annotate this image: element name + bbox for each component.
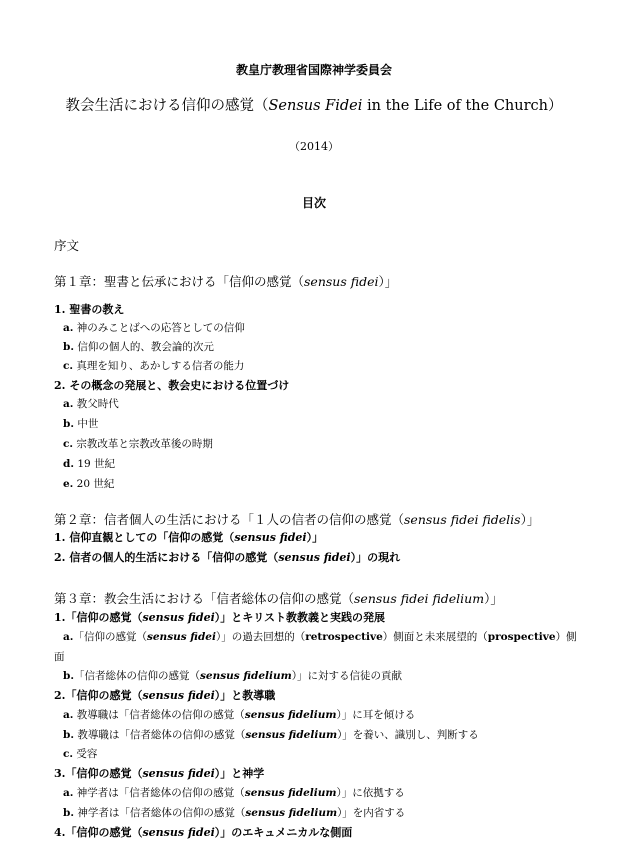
toc-text: 1. 信仰直観としての「信仰の感覚（ (54, 531, 235, 544)
toc-text: ）」を内省する (337, 807, 406, 819)
latin-term: sensus fidei (142, 689, 215, 702)
toc-text: a. (63, 709, 74, 721)
toc-chapter (54, 276, 397, 289)
toc-section (54, 612, 385, 623)
toc-text: 20 世紀 (73, 478, 115, 490)
toc-subsection (63, 459, 115, 470)
document-title (0, 99, 628, 114)
latin-term: sensus fidei (142, 767, 215, 780)
toc-text: 3.「信仰の感覚（ (54, 767, 143, 780)
toc-text: 教導職は「信者総体の信仰の感覚（ (73, 709, 245, 721)
toc-text: d. (63, 458, 74, 470)
organization-heading: 教皇庁教理省国際神学委員会 (235, 63, 392, 77)
toc-section (54, 690, 275, 701)
toc-section (54, 827, 352, 838)
toc-text: 教導職は「信者総体の信仰の感覚（ (74, 729, 246, 741)
toc-text: 受容 (73, 748, 98, 760)
toc-chapter (54, 514, 539, 527)
toc-text: ）」を養い、識別し、判断する (337, 729, 479, 741)
toc-subsection (63, 632, 577, 643)
latin-term: sensus fidei (146, 631, 216, 643)
toc-subsection (63, 730, 479, 741)
toc-text: c. (63, 360, 74, 372)
toc-text: 2.「信仰の感覚（ (54, 689, 143, 702)
toc-text: b. (63, 729, 74, 741)
toc-text: 教父時代 (73, 398, 119, 410)
toc-text: ）」と神学 (214, 767, 265, 780)
toc-subsection-continuation (54, 652, 65, 663)
toc-text: ）」とキリスト教教義と実践の発展 (214, 611, 386, 624)
latin-term: sensus fidei (142, 611, 215, 624)
toc-text: c. (63, 438, 74, 450)
toc-text: 第２章：信者個人の生活における「１人の信者の信仰の感覚（ (54, 512, 405, 527)
toc-subsection (63, 710, 415, 721)
toc-text: b. (63, 418, 74, 430)
toc-chapter (54, 593, 503, 606)
latin-term: sensus fidei fidelium (354, 591, 485, 606)
toc-text: ）」 (378, 274, 398, 289)
toc-text: c. (63, 748, 74, 760)
toc-heading: 目次 (301, 196, 326, 210)
toc-section (54, 532, 323, 543)
title-latin: Sensus Fidei (268, 98, 363, 114)
toc-text: 4.「信仰の感覚（ (54, 826, 143, 839)
toc-text: a. (63, 398, 74, 410)
toc-text: e. (63, 478, 74, 490)
toc-subsection (63, 419, 98, 430)
toc-subsection (63, 399, 119, 410)
latin-term: sensus fidei (278, 551, 351, 564)
toc-text: 宗教改革と宗教改革後の時期 (73, 438, 213, 450)
latin-term: sensus fidelium (245, 807, 338, 819)
toc-subsection (63, 808, 405, 819)
toc-subsection (63, 479, 114, 490)
toc-text: 神のみことばへの応答としての信仰 (73, 322, 245, 334)
toc-text: b. (63, 670, 74, 682)
toc-text: ）」 (484, 591, 503, 606)
toc-text: ）」のエキュメニカルな側面 (214, 826, 353, 839)
toc-subsection (63, 361, 244, 372)
toc-text: ）」 (306, 531, 324, 544)
toc-text: ）」の現れ (350, 551, 401, 564)
toc-text: 神学者は「信者総体の信仰の感覚（ (73, 787, 245, 799)
title-end: in the Life of the Church） (362, 98, 563, 114)
latin-term: sensus fidei (304, 274, 379, 289)
toc-text: prospective (487, 631, 556, 643)
latin-term: sensus fidelium (244, 787, 337, 799)
toc-subsection (63, 323, 245, 334)
toc-text: ）」 (520, 512, 540, 527)
toc-text: ）」の過去回想的（ (215, 631, 306, 643)
toc-text: ）」に依拠する (336, 787, 405, 799)
toc-subsection (63, 342, 214, 353)
toc-text: 「信仰の感覚（ (73, 631, 147, 643)
toc-text: 1. 聖書の教え (54, 303, 125, 316)
toc-text: a. (63, 631, 74, 643)
toc-text: 第１章：聖書と伝承における「信仰の感覚（ (54, 274, 305, 289)
latin-term: sensus fidei (234, 531, 307, 544)
toc-text: a. (63, 322, 74, 334)
toc-section (54, 552, 400, 563)
toc-text: 中世 (74, 418, 99, 430)
toc-text: retrospective (305, 631, 383, 643)
toc-text: 「信者総体の信仰の感覚（ (74, 670, 200, 682)
toc-text: 神学者は「信者総体の信仰の感覚（ (74, 807, 246, 819)
title-main: 教会生活における信仰の感覚（ (65, 98, 269, 114)
toc-text: ）側面と未来展望的（ (382, 631, 488, 643)
latin-term: sensus fidei (142, 826, 215, 839)
toc-section (54, 380, 289, 391)
toc-text: 信仰の個人的、教会論的次元 (74, 341, 214, 353)
toc-text: 19 世紀 (74, 458, 116, 470)
toc-text: a. (63, 787, 74, 799)
toc-text: b. (63, 341, 74, 353)
toc-text: ）側 (555, 631, 577, 643)
toc-subsection (63, 749, 97, 760)
toc-text: 真理を知り、あかしする信者の能力 (73, 360, 245, 372)
toc-section (54, 768, 264, 779)
toc-text: b. (63, 807, 74, 819)
toc-text: 2. その概念の発展と、教会史における位置づけ (54, 379, 290, 392)
toc-text: ）」に耳を傾ける (336, 709, 416, 721)
latin-term: sensus fidei fidelis (404, 512, 521, 527)
latin-term: sensus fidelium (245, 729, 338, 741)
toc-subsection (63, 671, 402, 682)
toc-text: 第３章：教会生活における「信者総体の信仰の感覚（ (54, 591, 355, 606)
toc-text: 2. 信者の個人的生活における「信仰の感覚（ (54, 551, 279, 564)
toc-section (54, 304, 124, 315)
toc-text: 面 (54, 651, 65, 663)
latin-term: sensus fidelium (200, 670, 292, 682)
toc-text: ）」に対する信徒の貢献 (291, 670, 402, 682)
toc-subsection (63, 788, 405, 799)
latin-term: sensus fidelium (244, 709, 337, 721)
toc-text: ）」と教導職 (214, 689, 276, 702)
toc-text: 1.「信仰の感覚（ (54, 611, 143, 624)
document-year: （2014） (289, 140, 339, 153)
toc-preface: 序文 (54, 238, 80, 253)
toc-subsection (63, 439, 213, 450)
